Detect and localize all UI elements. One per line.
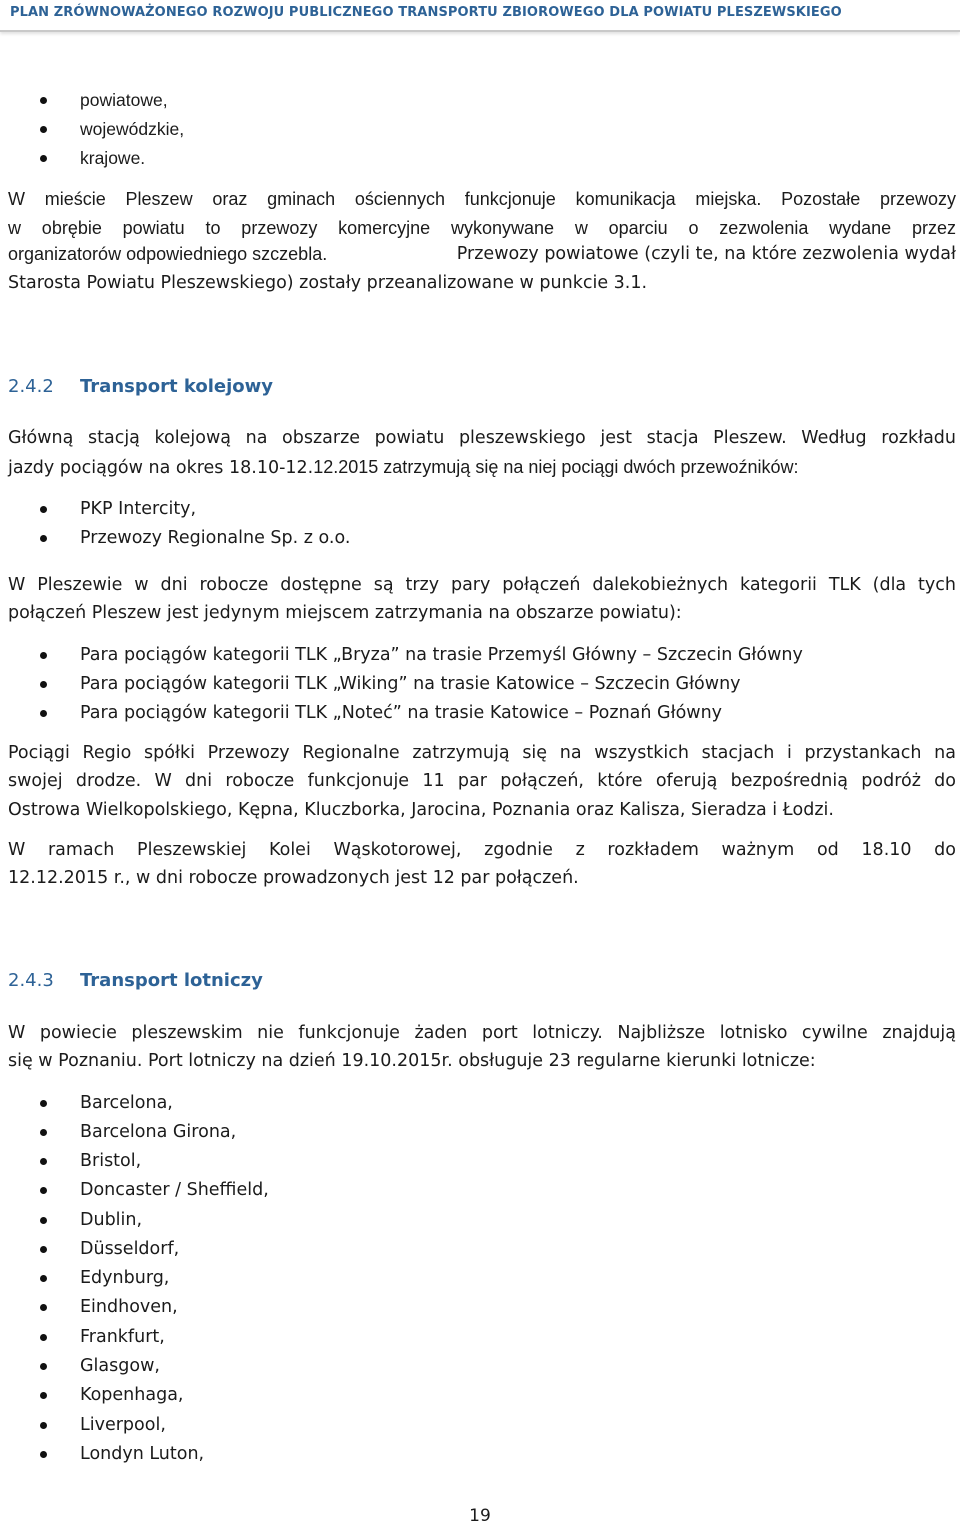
page-header bbox=[0, 0, 960, 32]
section-title: Transport kolejowy bbox=[80, 376, 273, 397]
bullet-icon bbox=[40, 1304, 47, 1311]
bullet-icon bbox=[40, 1129, 47, 1136]
bullet-icon bbox=[40, 1217, 47, 1224]
bullet-icon bbox=[40, 155, 47, 162]
bullet-icon bbox=[40, 1158, 47, 1165]
bullet-icon bbox=[40, 1100, 47, 1107]
bullet-icon bbox=[40, 1246, 47, 1253]
text-line: się w Poznaniu. Port lotniczy na dzień 19.10.2015r. obsługuje 23 regularne kierunki lotnicze: bbox=[8, 1051, 816, 1071]
text-line: swojej drodze. W dni robocze funkcjonuje 11 par połączeń, które oferują bezpośrednią podróż do bbox=[8, 771, 956, 791]
text-line: W mieście Pleszew oraz gminach ościennych funkcjonuje komunikacja miejska. Pozostałe przewozy bbox=[8, 189, 956, 209]
section-number: 2.4.3 bbox=[8, 970, 54, 991]
bullet-icon bbox=[40, 1392, 47, 1399]
text-line: w obrębie powiatu to przewozy komercyjne wykonywane w oparciu o zezwolenia wydane przez bbox=[8, 218, 956, 238]
header-title: PLAN ZRÓWNOWAŻONEGO ROZWOJU PUBLICZNEGO TRANSPORTU ZBIOROWEGO DLA POWIATU PLESZEWSKIEGO bbox=[10, 5, 842, 20]
bullet-icon bbox=[40, 1363, 47, 1370]
text-line: Pociągi Regio spółki Przewozy Regionalne zatrzymują się na wszystkich stacjach i przystankach na bbox=[8, 743, 956, 763]
text-line: W powiecie pleszewskim nie funkcjonuje żaden port lotniczy. Najbliższe lotnisko cywilne znajdują bbox=[8, 1023, 956, 1043]
text-line: Starosta Powiatu Pleszewskiego) zostały przeanalizowane w punkcie 3.1. bbox=[8, 273, 648, 293]
text-line: 12.12.2015 r., w dni robocze prowadzonych jest 12 par połączeń. bbox=[8, 868, 579, 888]
bullet-icon bbox=[40, 652, 47, 659]
bullet-icon bbox=[40, 1422, 47, 1429]
bullet-icon bbox=[40, 710, 47, 717]
text-line: W ramach Pleszewskiej Kolei Wąskotorowej, zgodnie z rozkładem ważnym od 18.10 do bbox=[8, 840, 956, 860]
text-line: W Pleszewie w dni robocze dostępne są trzy pary połączeń dalekobieżnych kategorii TLK (dla tych bbox=[8, 575, 956, 595]
bullet-icon bbox=[40, 535, 47, 542]
text-line: Główną stacją kolejową na obszarze powiatu pleszewskiego jest stacja Pleszew. Według rozkładu bbox=[8, 428, 956, 448]
bullet-icon bbox=[40, 1187, 47, 1194]
text-line: Ostrowa Wielkopolskiego, Kępna, Kluczborka, Jarocina, Poznania oraz Kalisza, Sieradza i Łodzi. bbox=[8, 800, 834, 820]
section-number: 2.4.2 bbox=[8, 376, 54, 397]
bullet-icon bbox=[40, 1275, 47, 1282]
bullet-icon bbox=[40, 126, 47, 133]
bullet-icon bbox=[40, 97, 47, 104]
bullet-icon bbox=[40, 1334, 47, 1341]
bullet-icon bbox=[40, 1451, 47, 1458]
bullet-icon bbox=[40, 506, 47, 513]
section-title: Transport lotniczy bbox=[80, 970, 263, 991]
text-line: jazdy pociągów na okres 18.10-12.12.2015 zatrzymują się na niej pociągi dwóch przewoźników: bbox=[8, 457, 799, 478]
page-number: 19 bbox=[469, 1506, 491, 1526]
text-line: organizatorów odpowiedniego szczebla. Przewozy powiatowe (czyli te, na które zezwolenia wydał bbox=[8, 244, 956, 264]
text-line: połączeń Pleszew jest jedynym miejscem zatrzymania na obszarze powiatu): bbox=[8, 603, 682, 623]
bullet-icon bbox=[40, 681, 47, 688]
